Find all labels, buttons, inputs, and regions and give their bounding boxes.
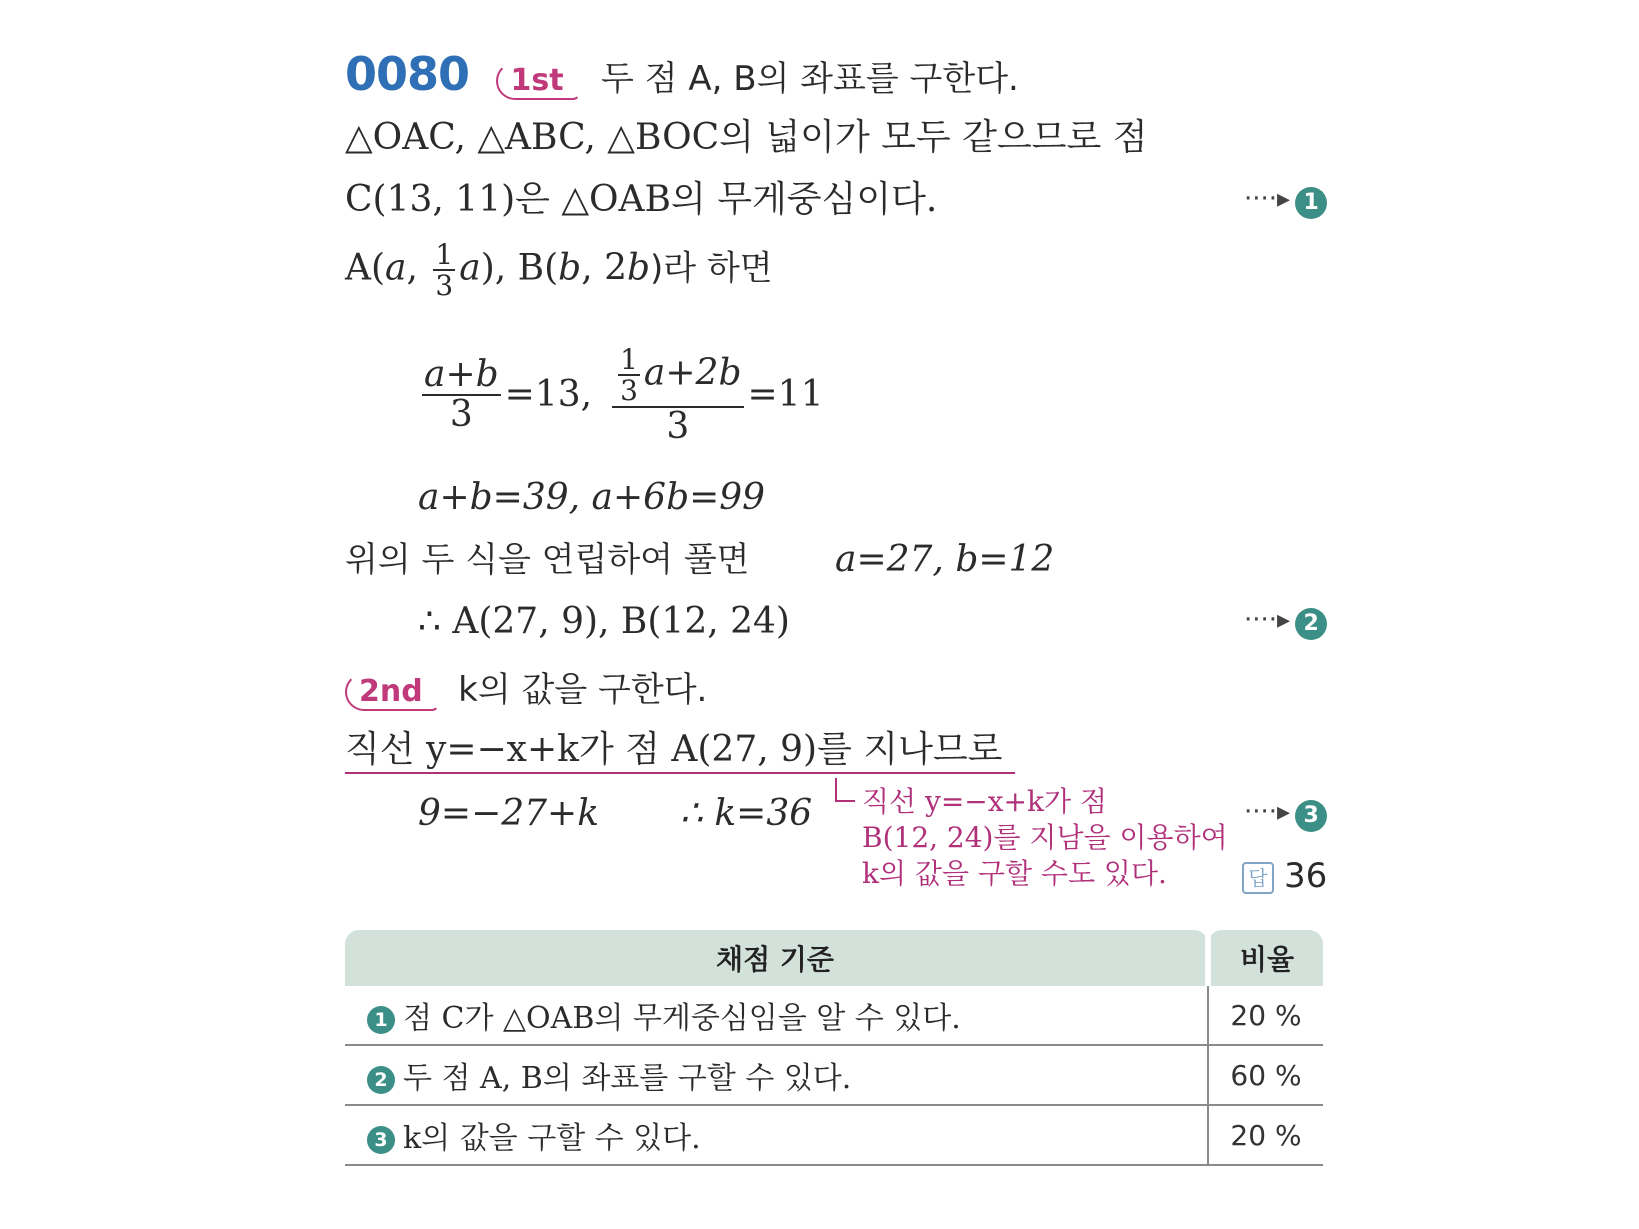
- side-note: 직선 y=−x+k가 점 B(12, 24)를 지남을 이용하여 k의 값을 구할 수도 있다.: [862, 785, 1228, 890]
- table-row: 2 두 점 A, B의 좌표를 구할 수 있다. 60 %: [345, 1045, 1323, 1105]
- step1-text: 두 점 A, B의 좌표를 구한다.: [601, 59, 1019, 99]
- fraction-compound: $\frac{1}{3}$ a+2b 3: [612, 345, 743, 446]
- fraction-one-third: $\frac{1}{3}$: [435, 238, 454, 303]
- solution-line-3: A(a, $\frac{1}{3}$ a), B(b, 2b)라 하면: [345, 238, 773, 303]
- table-row: 3 k의 값을 구할 수 있다. 20 %: [345, 1105, 1323, 1165]
- problem-number: 0080: [345, 47, 470, 101]
- header-ratio: 비율: [1208, 930, 1323, 986]
- circled-number-1: 1: [1295, 187, 1327, 219]
- answer-value: 36: [1284, 856, 1328, 896]
- circled-number-3: 3: [367, 1126, 395, 1154]
- solution-line-5: 위의 두 식을 연립하여 풀면: [345, 540, 750, 580]
- solution-line-1: △OAC, △ABC, △BOC의 넓이가 모두 같으므로 점: [345, 117, 1148, 158]
- circled-number-2: 2: [367, 1066, 395, 1094]
- marker-2: ····▸ 2: [1244, 605, 1327, 640]
- solution-line-6: ∴ A(27, 9), B(12, 24): [418, 601, 790, 642]
- step2-badge: 2nd: [345, 673, 439, 711]
- result-k: ∴ k=36: [680, 793, 813, 834]
- marker-1: ····▸ 1: [1244, 184, 1327, 219]
- circled-number-3: 3: [1295, 800, 1327, 832]
- fraction-a-plus-b: $\frac{a+b}{3}$: [424, 354, 499, 436]
- note-bracket: [835, 778, 855, 802]
- circled-number-2: 2: [1295, 608, 1327, 640]
- problem-header: [345, 47, 1019, 101]
- equation-line-3: 9=−27+k: [418, 793, 600, 834]
- solution-result-ab: a=27, b=12: [835, 539, 1055, 580]
- table-row: 1 점 C가 △OAB의 무게중심임을 알 수 있다. 20 %: [345, 986, 1323, 1045]
- marker-3: ····▸ 3: [1244, 797, 1327, 832]
- step2-text: k의 값을 구한다.: [458, 670, 708, 710]
- answer: [1242, 856, 1327, 896]
- header-criteria: 채점 기준: [345, 930, 1208, 986]
- equation-line-2: a+b=39, a+6b=99: [418, 477, 766, 518]
- answer-icon: 답: [1242, 862, 1274, 894]
- step1-badge: 1st: [496, 62, 579, 100]
- equation-line-1: $\frac{a+b}{3}$ =13, $\frac{1}{3}$ a+2b 3 =11: [424, 343, 824, 447]
- solution-line-7: 직선 y=−x+k가 점 A(27, 9)를 지나므로: [345, 728, 1015, 774]
- solution-line-2: C(13, 11)은 △OAB의 무게중심이다.: [345, 179, 938, 220]
- step2-header: [345, 668, 707, 712]
- scoring-criteria-table: [345, 930, 1323, 1166]
- circled-number-1: 1: [367, 1006, 395, 1034]
